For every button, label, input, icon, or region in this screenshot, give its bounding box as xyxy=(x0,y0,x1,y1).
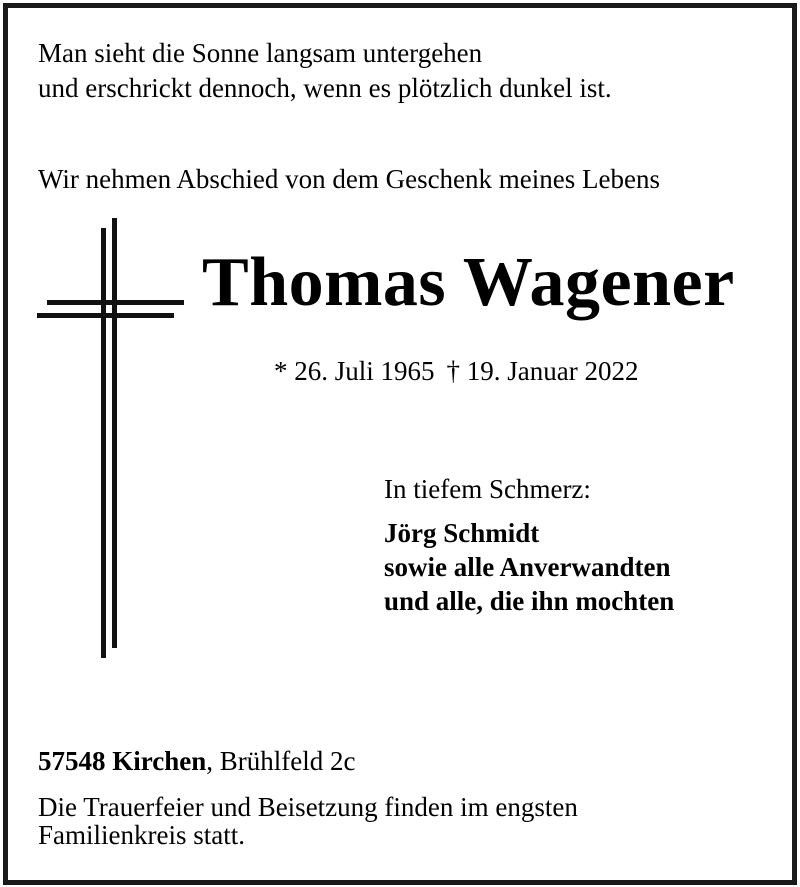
motto-line-2: und erschrickt dennoch, wenn es plötzlich dunkel ist. xyxy=(38,73,612,103)
address-city: 57548 Kirchen xyxy=(38,746,207,776)
address xyxy=(38,745,355,777)
service-line-1: Die Trauerfeier und Beisetzung finden im engsten xyxy=(38,792,578,822)
farewell-text: Wir nehmen Abschied von dem Geschenk meines Lebens xyxy=(38,164,660,194)
address-street: Brühlfeld 2c xyxy=(213,746,356,776)
cross-vertical-bar xyxy=(101,228,106,658)
mourner-line: sowie alle Anverwandten xyxy=(384,552,671,582)
cross-horizontal-bar xyxy=(47,300,184,305)
cross-horizontal-bar-offset xyxy=(37,313,174,318)
mourner-line: und alle, die ihn mochten xyxy=(384,586,675,616)
service-line-2: Familienkreis statt. xyxy=(38,820,245,850)
mourners-label: In tiefem Schmerz: xyxy=(384,474,591,504)
cross-vertical-bar-offset xyxy=(112,218,117,648)
death-date: † 19. Januar 2022 xyxy=(446,356,639,386)
address-separator: , xyxy=(206,746,213,776)
mourner-line: Jörg Schmidt xyxy=(384,518,540,548)
life-dates xyxy=(274,355,638,387)
birth-date: * 26. Juli 1965 xyxy=(274,356,435,386)
deceased-name: Thomas Wagener xyxy=(202,244,735,321)
motto-line-1: Man sieht die Sonne langsam untergehen xyxy=(38,38,483,68)
